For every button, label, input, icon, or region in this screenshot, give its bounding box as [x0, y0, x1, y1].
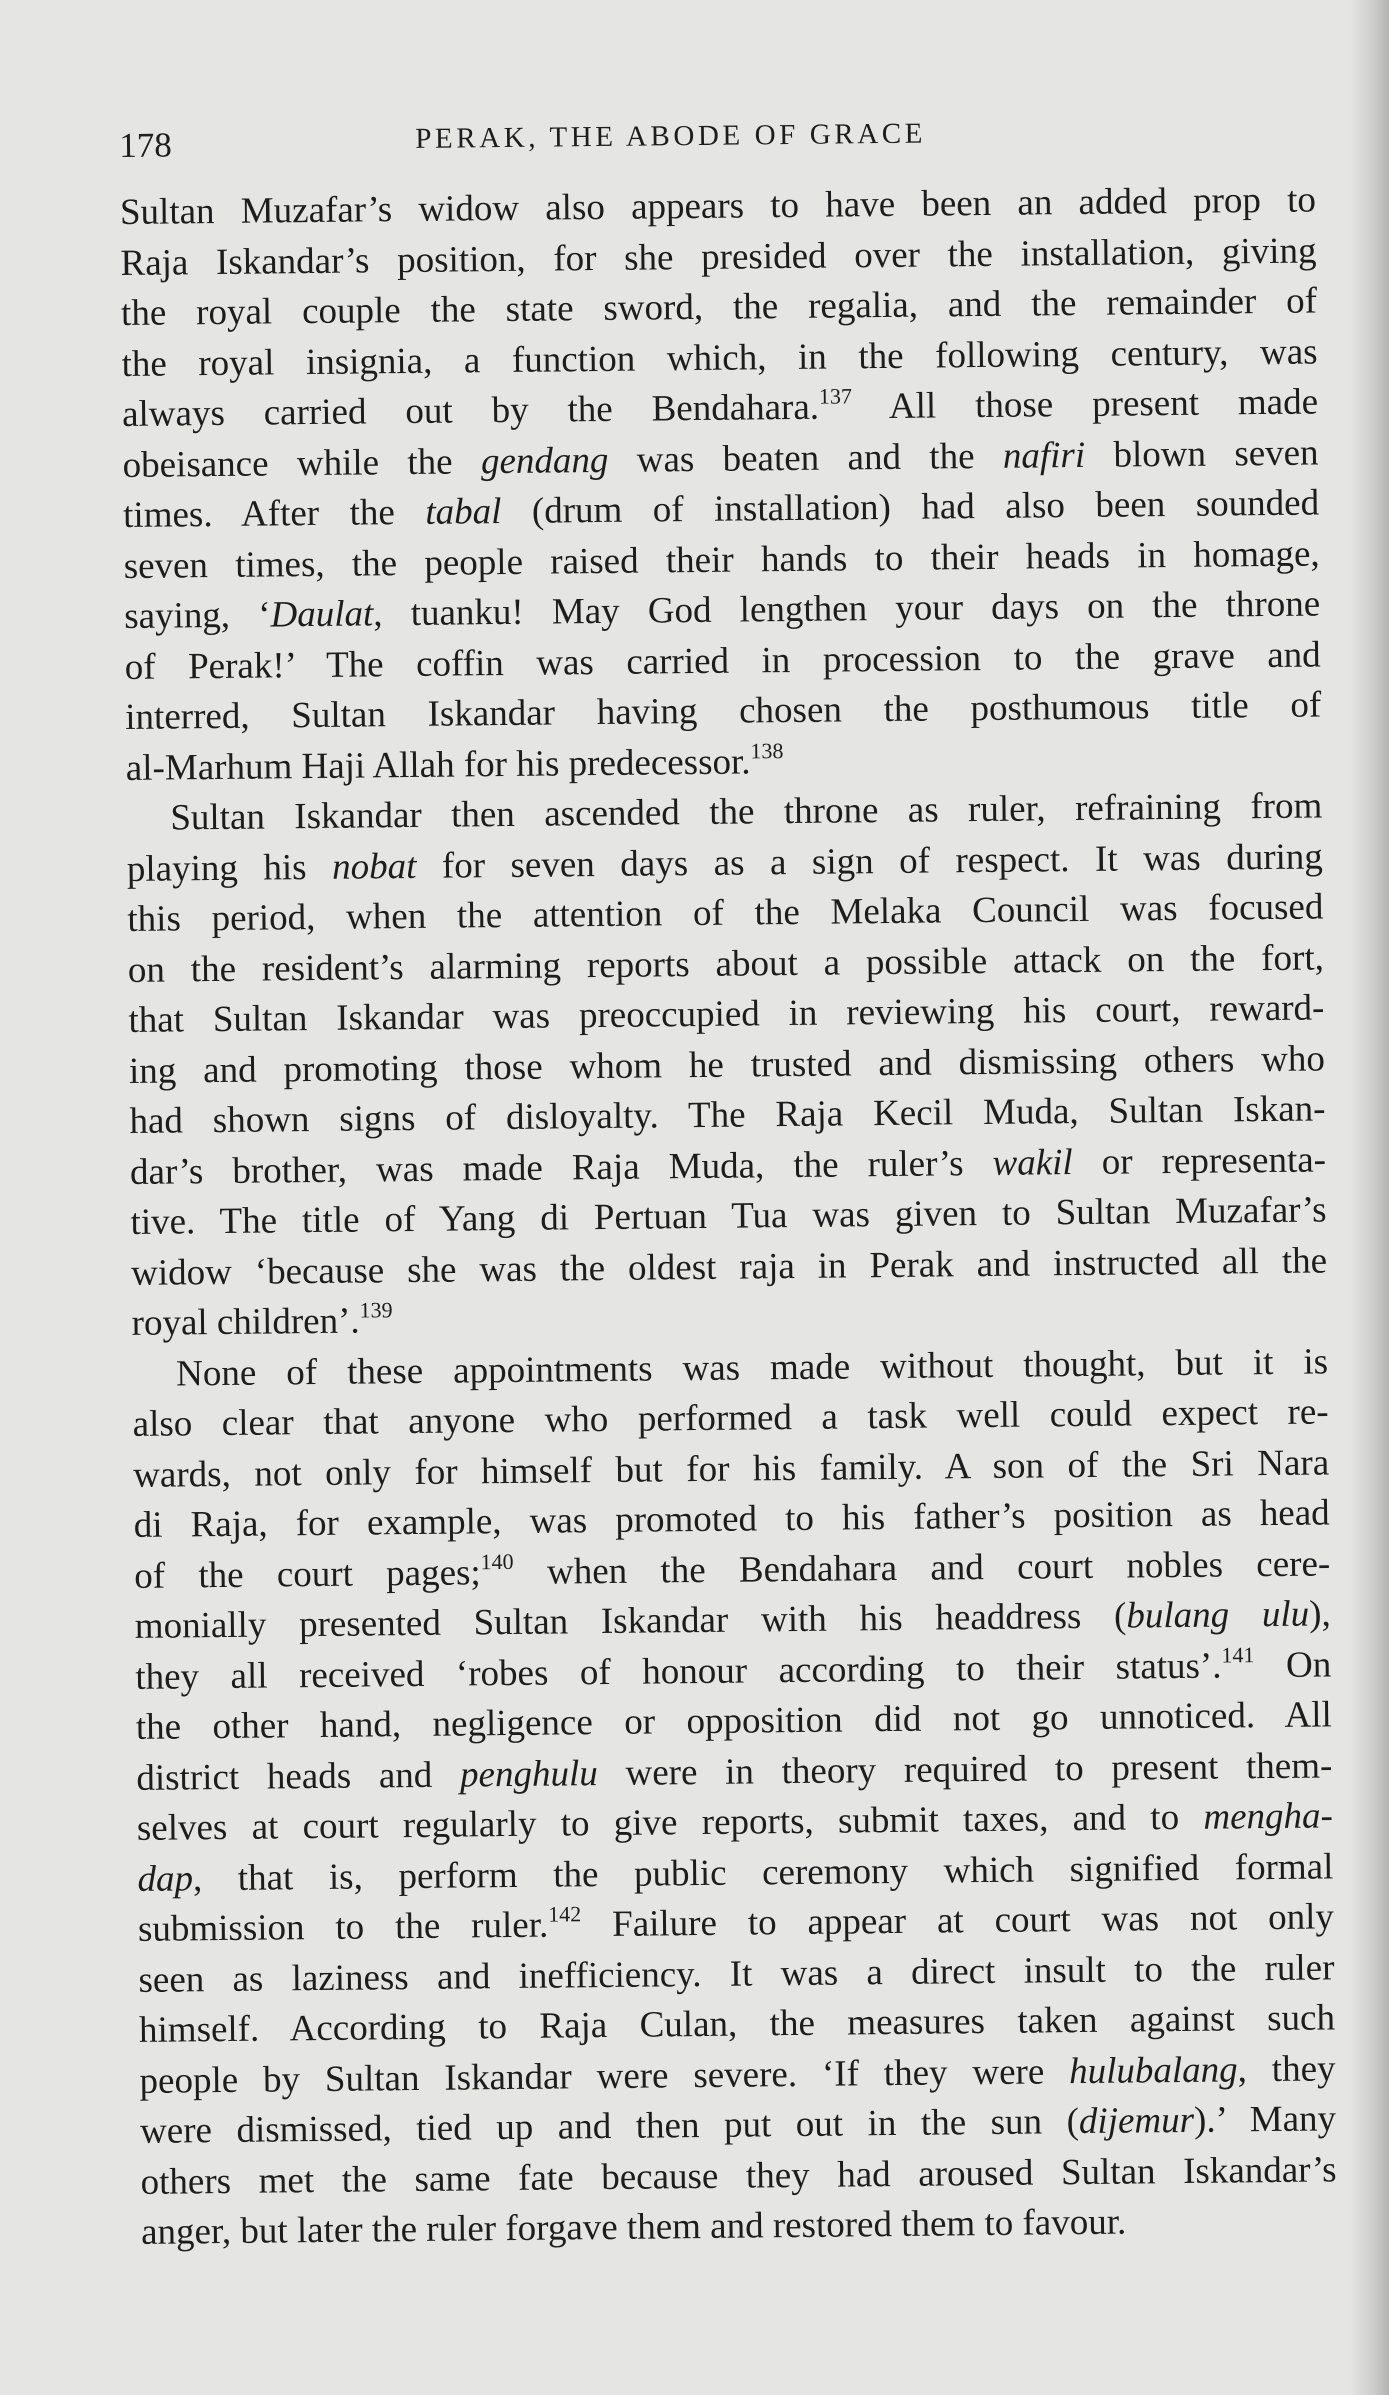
italic-term: dijemur	[1078, 2099, 1195, 2143]
text-run: submission to the ruler.	[137, 1904, 549, 1950]
text-run: or representa-	[1072, 1138, 1327, 1183]
text-run: were dismissed, tied up and then put out in the sun (	[139, 2101, 1080, 2152]
footnote-ref: 139	[359, 1297, 393, 1323]
italic-term: nobat	[331, 845, 417, 888]
text-run: were in theory required to present them-	[597, 1744, 1333, 1794]
text-run: district heads and	[136, 1754, 461, 1799]
text-run: for seven days as a sign of respect. It was during	[416, 835, 1324, 887]
text-run: obeisance while the	[122, 440, 482, 486]
text-run: seen as laziness and inefficiency. It was a direct insult to the ruler	[138, 1946, 1335, 2001]
text-run: ).’ Many	[1193, 2098, 1337, 2141]
body-text	[120, 175, 1338, 2258]
running-head	[119, 105, 1316, 188]
footnote-ref: 137	[818, 383, 853, 409]
text-run: the other hand, negligence or opposition did not go unnoticed. All	[135, 1694, 1333, 1748]
text-run: the royal couple the state sword, the regalia, and the remainder of	[120, 280, 1318, 334]
text-run: when the Bendahara and court nobles cere-	[513, 1542, 1331, 1593]
text-run: al-Marhum Haji Allah for his predecessor.	[125, 740, 751, 789]
italic-term: hulubalang	[1068, 2048, 1238, 2092]
text-run: wards, not only for himself but for his family. A son of the Sri Nara	[132, 1441, 1330, 1496]
book-page	[119, 105, 1337, 2258]
running-title: PERAK, THE ABODE OF GRACE	[415, 117, 927, 155]
footnote-ref: 138	[750, 737, 784, 763]
text-run: monially presented Sultan Iskandar with his headdress (	[134, 1595, 1127, 1647]
footnote-ref: 140	[480, 1548, 514, 1574]
text-run: All those present made	[851, 381, 1319, 428]
text-run: selves at court regularly to give reports, submit taxes, and to	[136, 1796, 1204, 1849]
italic-term: dap	[137, 1857, 194, 1900]
text-run: Raja Iskandar’s position, for she presided over the installation, giving	[120, 229, 1317, 284]
text-run: had shown signs of disloyalty. The Raja Kecil Muda, Sultan Iskan-	[129, 1088, 1326, 1142]
text-run: Sultan Iskandar then ascended the throne as ruler, refraining from	[170, 785, 1323, 839]
text-run: the royal insignia, a function which, in the following century, was	[121, 330, 1318, 385]
text-run: of the court pages;	[134, 1551, 481, 1597]
italic-term: penghulu	[459, 1752, 598, 1796]
text-run: Failure to appear at court was not only	[581, 1896, 1335, 1946]
text-run: himself. According to Raja Culan, the measures taken against such	[138, 1997, 1336, 2051]
italic-term: tabal	[425, 491, 502, 533]
text-run: di Raja, for example, was promoted to his father’s position as head	[133, 1492, 1330, 1546]
text-run: people by Sultan Iskandar were severe. ‘If they were	[139, 2050, 1070, 2102]
text-run: times. After the	[122, 491, 426, 536]
italic-term: mengha-	[1203, 1795, 1334, 1838]
text-run: blown seven	[1084, 431, 1319, 476]
text-run: ),	[1308, 1593, 1331, 1635]
italic-term: bulang ulu	[1126, 1593, 1310, 1637]
text-run: interred, Sultan Iskandar having chosen the posthumous title of	[125, 684, 1322, 738]
text-run: they all received ‘robes of honour according to their status’.	[135, 1645, 1222, 1698]
text-run: Sultan Muzafar’s widow also appears to have been an added prop to	[119, 179, 1317, 233]
text-run: others met the same fate because they had aroused Sultan Iskandar’s	[140, 2148, 1337, 2203]
text-run: was beaten and the	[608, 435, 1004, 481]
italic-term: Daulat	[270, 593, 374, 636]
text-run: royal children’.	[131, 1300, 360, 1344]
page-gutter-shadow	[1349, 0, 1389, 2395]
page-number: 178	[119, 125, 172, 165]
text-run: playing his	[126, 846, 333, 890]
text-run: (drum of installation) had also been sounded	[501, 482, 1320, 533]
text-run: dar’s brother, was made Raja Muda, the ruler’s	[129, 1142, 993, 1193]
text-run: widow ‘because she was the oldest raja in Perak and instructed all the	[130, 1239, 1328, 1294]
text-run: , tuanku! May God lengthen your days on the throne	[373, 583, 1321, 635]
text-run: that Sultan Iskandar was preoccupied in reviewing his court, reward-	[128, 987, 1325, 1041]
text-run: this period, when the attention of the Melaka Council was focused	[127, 886, 1324, 940]
footnote-ref: 142	[547, 1901, 582, 1927]
italic-term: nafiri	[1002, 434, 1086, 477]
footnote-ref: 141	[1221, 1641, 1255, 1668]
text-run: , that is, perform the public ceremony which signified formal	[192, 1845, 1334, 1899]
text-run: On	[1254, 1643, 1332, 1686]
text-run: tive. The title of Yang di Pertuan Tua was given to Sultan Muzafar’s	[130, 1189, 1327, 1243]
text-run: always carried out by the Bendahara.	[121, 386, 820, 435]
text-run: anger, but later the ruler forgave them and restored them to favour.	[140, 2201, 1127, 2253]
italic-term: wakil	[992, 1141, 1073, 1184]
text-run: , they	[1237, 2047, 1336, 2090]
text-run: None of these appointments was made without thought, but it is	[175, 1340, 1329, 1394]
text-run: ing and promoting those whom he trusted and dismissing others who	[128, 1037, 1326, 1092]
text-run: of Perak!’ The coffin was carried in procession to the grave and	[124, 633, 1321, 688]
text-run: on the resident’s alarming reports about a possible attack on the fort,	[127, 936, 1325, 991]
italic-term: gendang	[480, 439, 609, 482]
text-run: seven times, the people raised their hands to their heads in homage,	[123, 532, 1320, 587]
text-run: also clear that anyone who performed a task well could expect re-	[132, 1391, 1329, 1445]
text-run: saying, ‘	[124, 594, 271, 637]
